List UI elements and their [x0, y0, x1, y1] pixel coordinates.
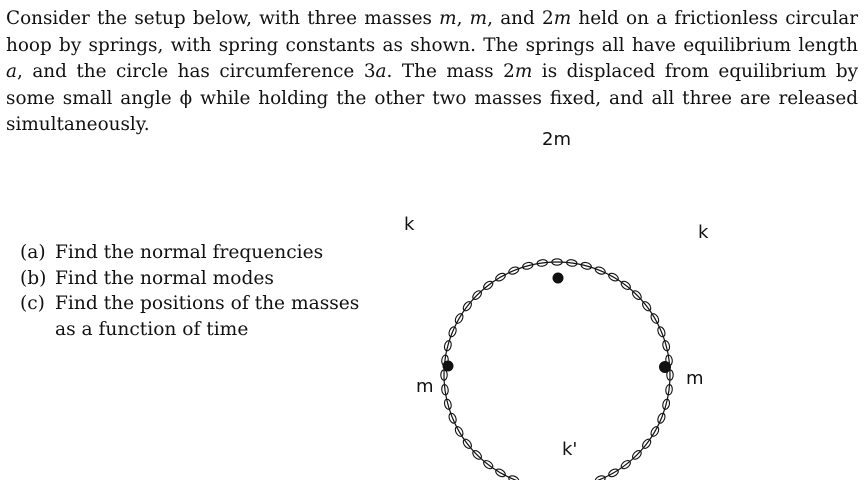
label-k-right: k [698, 222, 709, 243]
label-k-left: k [404, 214, 415, 235]
mass-left-m [443, 361, 454, 372]
mass-right-m [659, 361, 671, 373]
part-text: Find the positions of the masses as a function of time [55, 293, 360, 340]
part-label: (a) [20, 242, 46, 263]
label-right-m: m [686, 368, 704, 389]
part-text: Find the normal modes [55, 267, 274, 289]
label-2m: 2m [542, 129, 571, 150]
hoop-figure [380, 120, 860, 480]
problem-statement: Consider the setup below, with three masses m, m, and 2m held on a frictionless circular hoop by springs, with spring constants as shown. The springs all have equilibrium length a, and the circle has circumference 3a. The mass 2m is displaced from equilibrium by some small angle ϕ while holding the other two masses fixed, and all three are released simultaneously. [6, 8, 858, 135]
part-text: Find the normal frequencies [55, 242, 324, 263]
part-a [20, 240, 380, 266]
question-parts [20, 240, 380, 342]
part-label: (b) [20, 267, 47, 289]
part-label: (c) [20, 293, 45, 314]
hoop-circle [444, 262, 670, 480]
label-left-m: m [416, 376, 434, 397]
spring-coils [441, 259, 673, 480]
part-b [20, 266, 380, 292]
label-k-prime: k' [562, 439, 578, 460]
part-c [20, 291, 380, 342]
mass-2m [553, 273, 564, 284]
